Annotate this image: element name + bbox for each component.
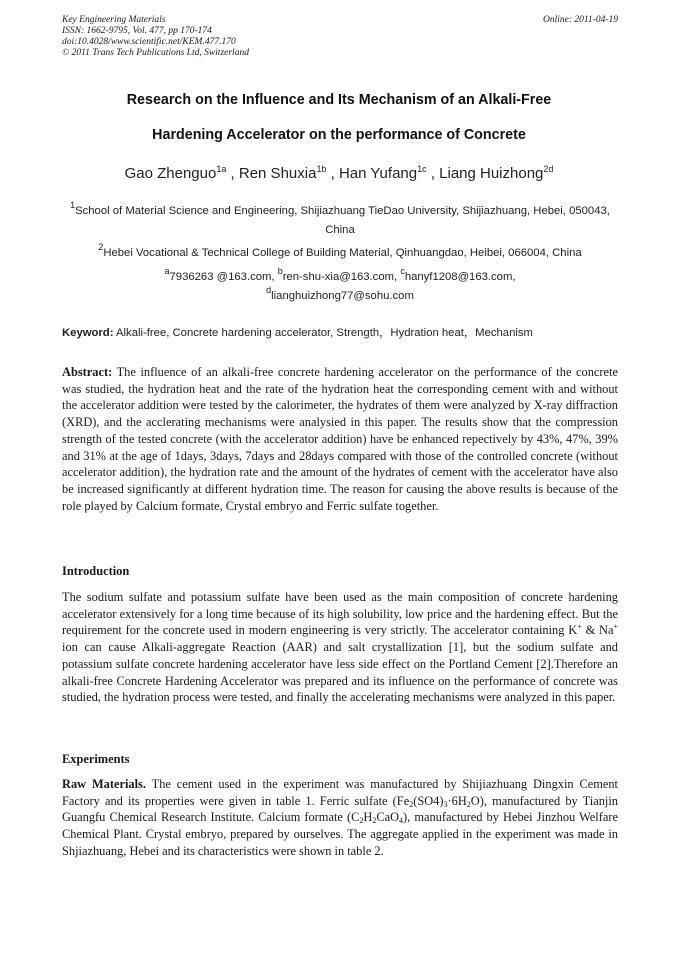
journal-issn: ISSN: 1662-9795, Vol. 477, pp 170-174 [62,26,212,36]
email-link[interactable]: hanyf1208@163.com, [404,271,516,283]
email-mark: b [277,266,283,276]
keyword-text: Alkali-free, Concrete hardening accelerator, Strength，Hydration heat，Mechanism [113,327,533,339]
author-list [40,165,638,182]
affiliation-mark: 2 [98,242,104,252]
author-name: Han Yufang [338,165,418,182]
subscript: 2 [359,816,364,826]
email-link[interactable]: 7936263 @163.com, [169,271,278,283]
raw-materials-paragraph [62,776,618,860]
paragraph-text: ion can cause Alkali-aggregate Reaction (AAR) and salt crystallization [1], but the sodium sulfate and potassium sulfate concrete hardening accelerator have less side effect on the Portland Cement [2].Therefore an alkali-free Concrete Hardening Accelerator was prepared and its influence on the performance of concrete was studied, the hydration process were tested, and finally the accelerating mechanisms were analyzed in this paper. [62,640,618,705]
subscript: 2 [372,816,377,826]
journal-doi: doi:10.4028/www.scientific.net/KEM.477.170 [62,37,236,47]
email-mark: c [400,266,405,276]
author-affiliation-mark: 1b [316,164,327,174]
keywords [62,324,618,340]
subscript: 2 [466,799,471,809]
author-separator: , [226,165,239,182]
experiments-heading: Experiments [62,752,130,766]
keyword-label: Keyword: [62,327,114,339]
journal-header [62,15,618,59]
author-separator: , [326,165,339,182]
abstract-text: The influence of an alkali-free concrete hardening accelerator on the performance of the concrete was studied, the hydration heat and the rate of the hydration heat the corresponding cement with and without the accelerator addition were tested by the calorimeter, the hydrates of them were analyzed by X-ray diffraction (XRD), and the acclerating mechanisms were analysied in this paper. The results show that the compression strength of the tested concrete (with the accelerator addition) have be enhanced repectively by 43%, 47%, 39% and 31% at the age of 1days, 3days, 7days and 28days compared with those of the controlled concrete (without accelerator addition), the hydration rate and the amount of the hydrates of cement with the accelerator have also be increased significantly at different hydration time. The reason for causing the above results is because of the role played by Calcium formate, Crystal embryo and Ferric sulfate together. [62,365,618,513]
author-emails [62,268,618,306]
introduction-heading: Introduction [62,564,130,578]
paper-title-line2: Hardening Accelerator on the performance of Concrete [152,127,526,143]
affiliation-mark: 1 [70,200,76,210]
subscript: 4 [399,816,404,826]
paper-title-line1: Research on the Influence and Its Mechanism of an Alkali-Free [126,92,552,108]
superscript: + [577,622,582,632]
online-date: Online: 2011-04-19 [542,15,618,25]
subscript: 3 [443,799,448,809]
abstract [62,364,618,514]
superscript: + [613,622,618,632]
author-affiliation-mark: 2d [543,164,554,174]
paragraph-text: & Na [581,623,614,638]
raw-materials-label: Raw Materials. [62,777,146,791]
email-mark: d [266,285,272,295]
author-affiliation-mark: 1a [216,164,227,174]
author-affiliation-mark: 1c [417,164,427,174]
email-link[interactable]: lianghuizhong77@sohu.com [271,290,414,302]
abstract-label: Abstract: [62,365,113,379]
paragraph-text: H [363,810,373,825]
email-link[interactable]: ren-shu-xia@163.com, [282,271,401,283]
author-name: Liang Huizhong [439,165,544,182]
affiliation-1 [62,202,618,240]
subscript: 2 [409,799,414,809]
introduction-paragraph [62,589,618,706]
paragraph-text: O), manufactured by Tianjin Guangfu Chemical Research Institute. Calcium formate (C [62,793,618,825]
paragraph-text: The sodium sulfate and potassium sulfate have been used as the main composition of concrete hardening accelerator extensively for a long time because of its high solubility, low price and the hardening effect. But the requirement for the concrete used in modern engineering is very strictly. The accelerator containing K [62,590,618,638]
paragraph-text: CaO [376,810,400,825]
paragraph-text: (SO4) [413,793,444,808]
author-name: Gao Zhenguo [124,165,217,182]
journal-name: Key Engineering Materials [62,15,166,25]
paragraph-text: ·6H [447,793,467,808]
author-name: Ren Shuxia [238,165,317,182]
paragraph-text: The cement used in the experiment was manufactured by Shijiazhuang Dingxin Cement Factory and its properties were given in table 1. Ferric sulfate (Fe [62,777,618,808]
affiliation-text: School of Material Science and Engineering, Shijiazhuang TieDao University, Shijiazhuang, Hebei, 050043, China [75,205,610,236]
affiliation-2 [62,244,618,263]
affiliation-text: Hebei Vocational & Technical College of Building Material, Qinhuangdao, Heibei, 066004, China [103,247,582,259]
paragraph-text: ), manufactured by Hebei Jinzhou Welfare Chemical Plant. Crystal embryo, prepared by ourselves. The aggregate applied in the experiment was made in Shjiazhuang, Hebei and its characteristics were shown in table 2. [62,810,618,858]
email-mark: a [164,266,170,276]
journal-copyright: © 2011 Trans Tech Publications Ltd, Switzerland [62,48,249,58]
author-separator: , [426,165,440,182]
